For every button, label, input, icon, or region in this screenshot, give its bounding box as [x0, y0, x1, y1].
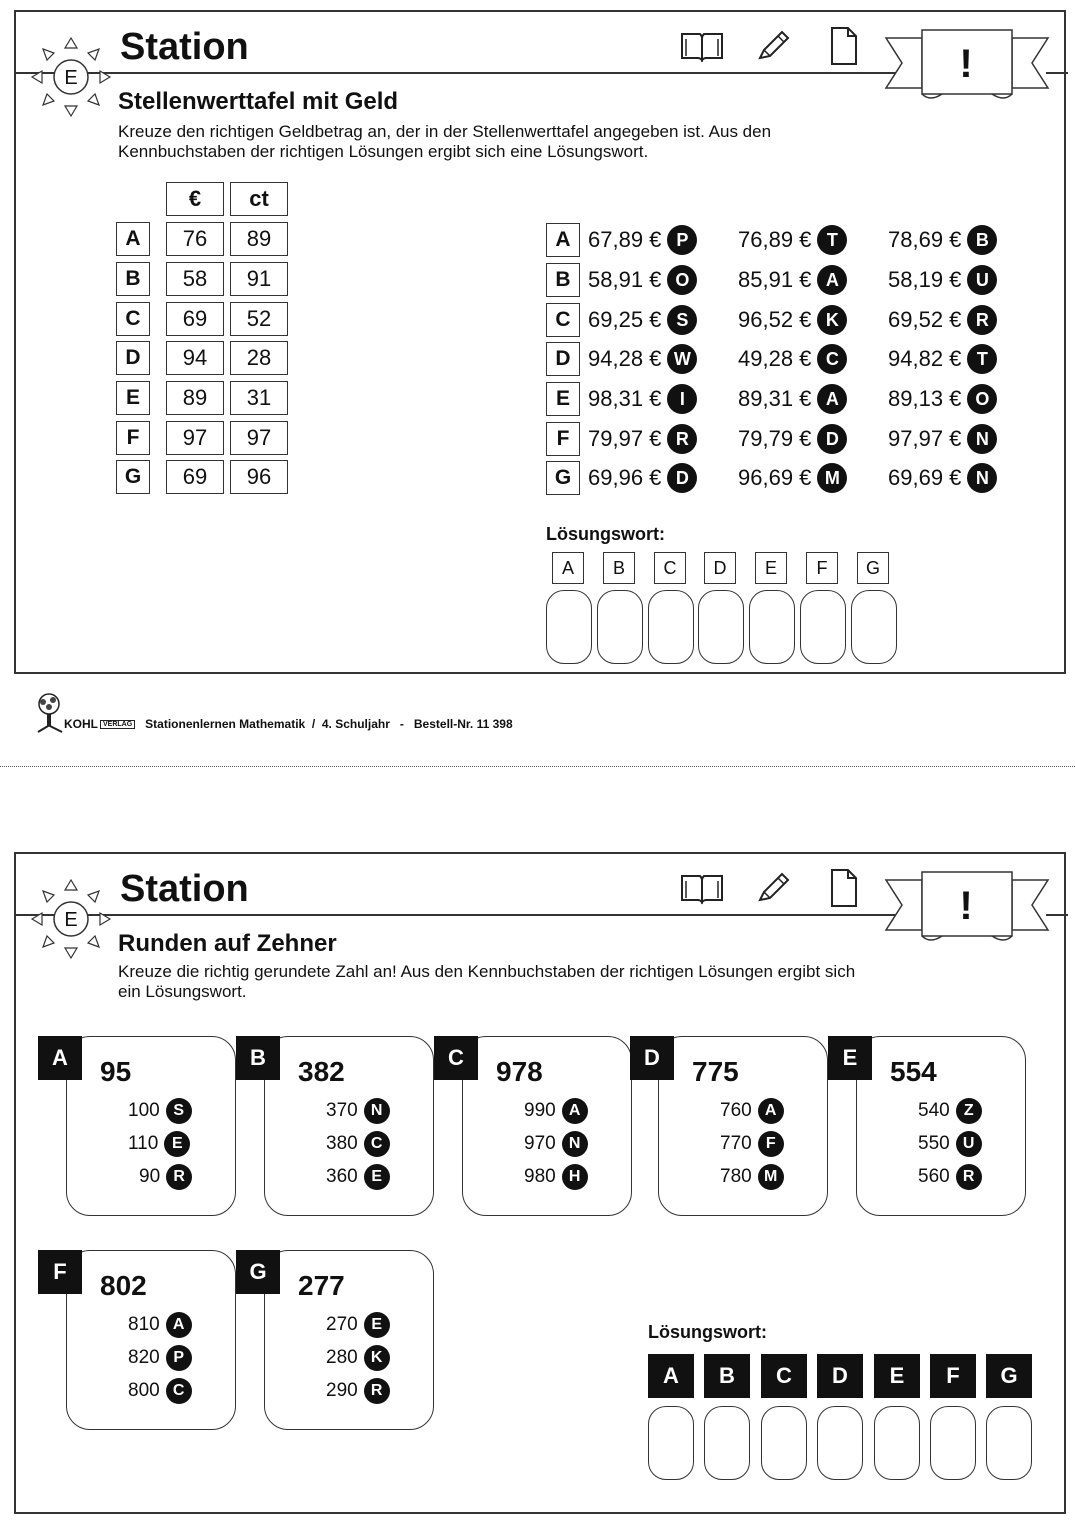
code-circle[interactable]: R — [667, 424, 697, 454]
rounding-option[interactable] — [326, 1345, 390, 1371]
station-title: Station — [120, 868, 249, 910]
option-value: 560 — [918, 1166, 950, 1187]
rounding-option[interactable] — [128, 1312, 192, 1338]
code-circle[interactable]: U — [956, 1131, 982, 1157]
code-circle[interactable]: O — [667, 265, 697, 295]
solution-letter: C — [761, 1354, 807, 1398]
code-circle[interactable]: R — [967, 305, 997, 335]
code-circle[interactable]: T — [817, 225, 847, 255]
answer-option[interactable] — [888, 225, 1038, 255]
tool-icons — [678, 868, 866, 908]
answer-option[interactable] — [888, 265, 1038, 295]
euro-cell: 58 — [166, 262, 224, 296]
sun-letter: E — [64, 67, 78, 89]
euro-cell: 94 — [166, 341, 224, 375]
solution-letter: E — [874, 1354, 920, 1398]
solution-box[interactable] — [749, 590, 795, 664]
answer-option[interactable] — [888, 424, 1038, 454]
euro-cell: 69 — [166, 460, 224, 494]
answer-letter: C — [546, 303, 580, 337]
option-value: 69,96 € — [588, 465, 662, 490]
rounding-option[interactable] — [128, 1131, 190, 1157]
solution-box[interactable] — [704, 1406, 750, 1480]
instruction-line: ein Lösungswort. — [118, 982, 247, 1001]
answer-row — [546, 421, 1038, 457]
solution-letter: G — [857, 552, 889, 584]
answer-row — [546, 302, 1038, 338]
solution-box[interactable] — [648, 590, 694, 664]
option-value: 89,13 € — [888, 386, 962, 411]
option-value: 380 — [326, 1133, 358, 1154]
answer-option[interactable] — [738, 265, 888, 295]
solution-letter: A — [648, 1354, 694, 1398]
option-value: 98,31 € — [588, 386, 662, 411]
subtitle: Stellenwerttafel mit Geld — [118, 88, 399, 115]
code-circle[interactable]: N — [967, 424, 997, 454]
option-value: 270 — [326, 1314, 358, 1335]
option-value: 96,69 € — [738, 465, 812, 490]
instruction — [118, 962, 1018, 1002]
solution-letter: B — [603, 552, 635, 584]
euro-cell: 69 — [166, 302, 224, 336]
header-rule — [14, 914, 914, 916]
option-value: 540 — [918, 1100, 950, 1121]
card-letter: D — [630, 1036, 674, 1080]
option-value: 90 — [139, 1166, 161, 1187]
solution-box[interactable] — [597, 590, 643, 664]
table-header-euro: € — [166, 182, 224, 216]
answer-option[interactable] — [738, 344, 888, 374]
option-value: 820 — [128, 1347, 160, 1368]
card-number: 775 — [692, 1056, 739, 1087]
solution-letter: F — [806, 552, 838, 584]
option-value: 360 — [326, 1166, 358, 1187]
answer-row — [546, 222, 1038, 258]
cut-line — [0, 766, 1075, 767]
station-card-place-value — [14, 10, 1066, 674]
row-letter: G — [116, 460, 150, 494]
solution-letter: D — [704, 552, 736, 584]
option-value: 280 — [326, 1347, 358, 1368]
code-circle[interactable]: R — [166, 1164, 192, 1190]
card-number: 277 — [298, 1270, 345, 1301]
option-value: 770 — [720, 1133, 752, 1154]
code-circle[interactable]: N — [562, 1131, 588, 1157]
code-circle[interactable]: N — [364, 1098, 390, 1124]
ct-cell: 96 — [230, 460, 288, 494]
answer-letter: D — [546, 342, 580, 376]
table-row — [116, 341, 294, 377]
card-letter: A — [38, 1036, 82, 1080]
answer-row — [546, 381, 1038, 417]
ct-cell: 97 — [230, 421, 288, 455]
code-circle[interactable]: I — [667, 384, 697, 414]
card-number: 554 — [890, 1056, 937, 1087]
option-value: 94,82 € — [888, 346, 962, 371]
solution-box[interactable] — [874, 1406, 920, 1480]
answer-option[interactable] — [888, 463, 1038, 493]
option-value: 100 — [128, 1100, 160, 1121]
answer-option[interactable] — [738, 384, 888, 414]
option-value: 69,25 € — [588, 307, 662, 332]
option-value: 58,19 € — [888, 267, 962, 292]
footer — [34, 692, 513, 734]
rounding-option[interactable] — [326, 1378, 390, 1404]
option-value: 76,89 € — [738, 227, 812, 252]
option-value: 290 — [326, 1380, 358, 1401]
card-number: 382 — [298, 1056, 345, 1087]
code-circle[interactable]: D — [817, 424, 847, 454]
code-circle[interactable]: U — [967, 265, 997, 295]
option-value: 990 — [524, 1100, 556, 1121]
code-circle[interactable]: D — [667, 463, 697, 493]
option-value: 96,52 € — [738, 307, 812, 332]
code-circle[interactable]: Z — [956, 1098, 982, 1124]
rounding-option[interactable] — [326, 1164, 390, 1190]
option-value: 78,69 € — [888, 227, 962, 252]
table-row — [116, 460, 294, 496]
document-icon — [818, 26, 866, 66]
code-circle[interactable]: A — [817, 265, 847, 295]
row-letter: B — [116, 262, 150, 296]
answer-option[interactable] — [588, 463, 738, 493]
card-letter: E — [828, 1036, 872, 1080]
ct-cell: 52 — [230, 302, 288, 336]
rounding-option[interactable] — [326, 1098, 390, 1124]
option-value: 110 — [128, 1133, 159, 1154]
option-value: 85,91 € — [738, 267, 812, 292]
tree-logo-icon — [34, 692, 64, 734]
instruction-line: Kreuze die richtig gerundete Zahl an! Aus den Kennbuchstaben der richtigen Lösungen ergibt sich — [118, 962, 856, 981]
row-letter: E — [116, 381, 150, 415]
option-value: 810 — [128, 1314, 160, 1335]
document-icon — [818, 868, 866, 908]
rounding-option[interactable] — [524, 1098, 588, 1124]
answer-letter: G — [546, 461, 580, 495]
subtitle: Runden auf Zehner — [118, 930, 337, 957]
sun-icon — [28, 34, 114, 120]
rounding-option[interactable] — [720, 1098, 784, 1124]
solution-letter: C — [654, 552, 686, 584]
answer-letter: F — [546, 422, 580, 456]
option-value: 69,52 € — [888, 307, 962, 332]
code-circle[interactable]: A — [817, 384, 847, 414]
card-letter: F — [38, 1250, 82, 1294]
option-value: 79,97 € — [588, 426, 662, 451]
code-circle[interactable]: A — [562, 1098, 588, 1124]
code-circle[interactable]: C — [364, 1131, 390, 1157]
ct-cell: 28 — [230, 341, 288, 375]
card-letter: C — [434, 1036, 478, 1080]
rounding-option[interactable] — [326, 1131, 390, 1157]
header-rule — [14, 72, 914, 74]
solution-box[interactable] — [800, 590, 846, 664]
answer-row — [546, 341, 1038, 377]
rounding-option[interactable] — [128, 1378, 192, 1404]
rounding-option[interactable] — [524, 1131, 588, 1157]
sun-icon — [28, 876, 114, 962]
row-letter: F — [116, 421, 150, 455]
table-row — [116, 381, 294, 417]
euro-cell: 76 — [166, 222, 224, 256]
ribbon-symbol: ! — [959, 42, 973, 86]
table-row — [116, 222, 294, 258]
solution-box[interactable] — [930, 1406, 976, 1480]
option-value: 780 — [720, 1166, 752, 1187]
solution-label: Lösungswort: — [648, 1322, 767, 1342]
tool-icons — [678, 26, 866, 66]
euro-cell: 89 — [166, 381, 224, 415]
code-circle[interactable]: E — [364, 1312, 390, 1338]
table-header-ct: ct — [230, 182, 288, 216]
euro-cell: 97 — [166, 421, 224, 455]
row-letter: A — [116, 222, 150, 256]
answer-letter: B — [546, 263, 580, 297]
rounding-option[interactable] — [918, 1131, 982, 1157]
card-letter: B — [236, 1036, 280, 1080]
code-circle[interactable]: E — [364, 1164, 390, 1190]
option-value: 89,31 € — [738, 386, 812, 411]
option-value: 980 — [524, 1166, 556, 1187]
instruction-line: Kreuze den richtigen Geldbetrag an, der in der Stellenwerttafel angegeben ist. Aus den — [118, 122, 772, 141]
option-value: 550 — [918, 1133, 950, 1154]
solution-box[interactable] — [986, 1406, 1032, 1480]
option-value: 67,89 € — [588, 227, 662, 252]
answer-option[interactable] — [738, 305, 888, 335]
solution-letter: D — [817, 1354, 863, 1398]
solution-box[interactable] — [817, 1406, 863, 1480]
option-value: 370 — [326, 1100, 358, 1121]
ct-cell: 31 — [230, 381, 288, 415]
answer-option[interactable] — [588, 305, 738, 335]
code-circle[interactable]: E — [164, 1131, 190, 1157]
card-letter: G — [236, 1250, 280, 1294]
publisher-tag: VERLAG — [100, 720, 135, 729]
option-value: 760 — [720, 1100, 752, 1121]
code-circle[interactable]: A — [758, 1098, 784, 1124]
option-value: 79,79 € — [738, 426, 812, 451]
code-circle[interactable]: S — [166, 1098, 192, 1124]
code-circle[interactable]: T — [967, 344, 997, 374]
code-circle[interactable]: H — [562, 1164, 588, 1190]
code-circle[interactable]: P — [667, 225, 697, 255]
solution-box[interactable] — [648, 1406, 694, 1480]
answer-option[interactable] — [588, 424, 738, 454]
code-circle[interactable]: R — [364, 1378, 390, 1404]
code-circle[interactable]: F — [758, 1131, 784, 1157]
rounding-option[interactable] — [128, 1098, 192, 1124]
sun-letter: E — [64, 909, 78, 931]
option-value: 970 — [524, 1133, 556, 1154]
rounding-option[interactable] — [326, 1312, 390, 1338]
code-circle[interactable]: A — [166, 1312, 192, 1338]
option-value: 800 — [128, 1380, 160, 1401]
pencil-icon — [748, 26, 796, 66]
solution-letter: A — [552, 552, 584, 584]
code-circle[interactable]: M — [817, 463, 847, 493]
solution-letter: B — [704, 1354, 750, 1398]
answer-option[interactable] — [888, 344, 1038, 374]
card-number: 802 — [100, 1270, 147, 1301]
answer-letter: A — [546, 223, 580, 257]
option-value: 97,97 € — [888, 426, 962, 451]
answer-option[interactable] — [738, 463, 888, 493]
rounding-option[interactable] — [139, 1164, 192, 1190]
footer-text: Stationenlernen Mathematik / 4. Schuljahr - Bestell-Nr. 11 398 — [145, 717, 513, 731]
ct-cell: 91 — [230, 262, 288, 296]
code-circle[interactable]: B — [967, 225, 997, 255]
table-row — [116, 421, 294, 457]
answer-option[interactable] — [588, 265, 738, 295]
option-value: 69,69 € — [888, 465, 962, 490]
instruction — [118, 122, 1018, 162]
table-row — [116, 262, 294, 298]
rounding-option[interactable] — [720, 1164, 784, 1190]
card-number: 95 — [100, 1056, 132, 1087]
option-value: 94,28 € — [588, 346, 662, 371]
code-circle[interactable]: C — [166, 1378, 192, 1404]
answer-letter: E — [546, 382, 580, 416]
answer-option[interactable] — [738, 225, 888, 255]
code-circle[interactable]: R — [956, 1164, 982, 1190]
solution-box[interactable] — [761, 1406, 807, 1480]
code-circle[interactable]: S — [667, 305, 697, 335]
publisher-name: KOHL — [64, 717, 98, 731]
answer-option[interactable] — [888, 305, 1038, 335]
answer-option[interactable] — [888, 384, 1038, 414]
station-card-rounding — [14, 852, 1066, 1514]
code-circle[interactable]: P — [166, 1345, 192, 1371]
answer-row — [546, 262, 1038, 298]
book-icon — [678, 26, 726, 66]
row-letter: D — [116, 341, 150, 375]
solution-box[interactable] — [546, 590, 592, 664]
solution-label: Lösungswort: — [546, 524, 665, 544]
solution-letter: G — [986, 1354, 1032, 1398]
rounding-option[interactable] — [128, 1345, 192, 1371]
rounding-option[interactable] — [918, 1164, 982, 1190]
ct-cell: 89 — [230, 222, 288, 256]
answer-row — [546, 460, 1038, 496]
answer-option[interactable] — [588, 344, 738, 374]
solution-box[interactable] — [851, 590, 897, 664]
ribbon-symbol: ! — [959, 884, 973, 928]
station-title: Station — [120, 26, 249, 68]
code-circle[interactable]: W — [667, 344, 697, 374]
answer-option[interactable] — [738, 424, 888, 454]
book-icon — [678, 868, 726, 908]
card-number: 978 — [496, 1056, 543, 1087]
code-circle[interactable]: K — [817, 305, 847, 335]
table-row — [116, 302, 294, 338]
option-value: 49,28 € — [738, 346, 812, 371]
rounding-option[interactable] — [524, 1164, 588, 1190]
code-circle[interactable]: M — [758, 1164, 784, 1190]
code-circle[interactable]: K — [364, 1345, 390, 1371]
solution-letter: E — [755, 552, 787, 584]
code-circle[interactable]: C — [817, 344, 847, 374]
pencil-icon — [748, 868, 796, 908]
code-circle[interactable]: N — [967, 463, 997, 493]
answer-option[interactable] — [588, 384, 738, 414]
code-circle[interactable]: O — [967, 384, 997, 414]
rounding-option[interactable] — [720, 1131, 784, 1157]
row-letter: C — [116, 302, 150, 336]
solution-box[interactable] — [698, 590, 744, 664]
solution-letter: F — [930, 1354, 976, 1398]
option-value: 58,91 € — [588, 267, 662, 292]
rounding-option[interactable] — [918, 1098, 982, 1124]
answer-option[interactable] — [588, 225, 738, 255]
instruction-line: Kennbuchstaben der richtigen Lösungen ergibt sich eine Lösungswort. — [118, 142, 649, 161]
